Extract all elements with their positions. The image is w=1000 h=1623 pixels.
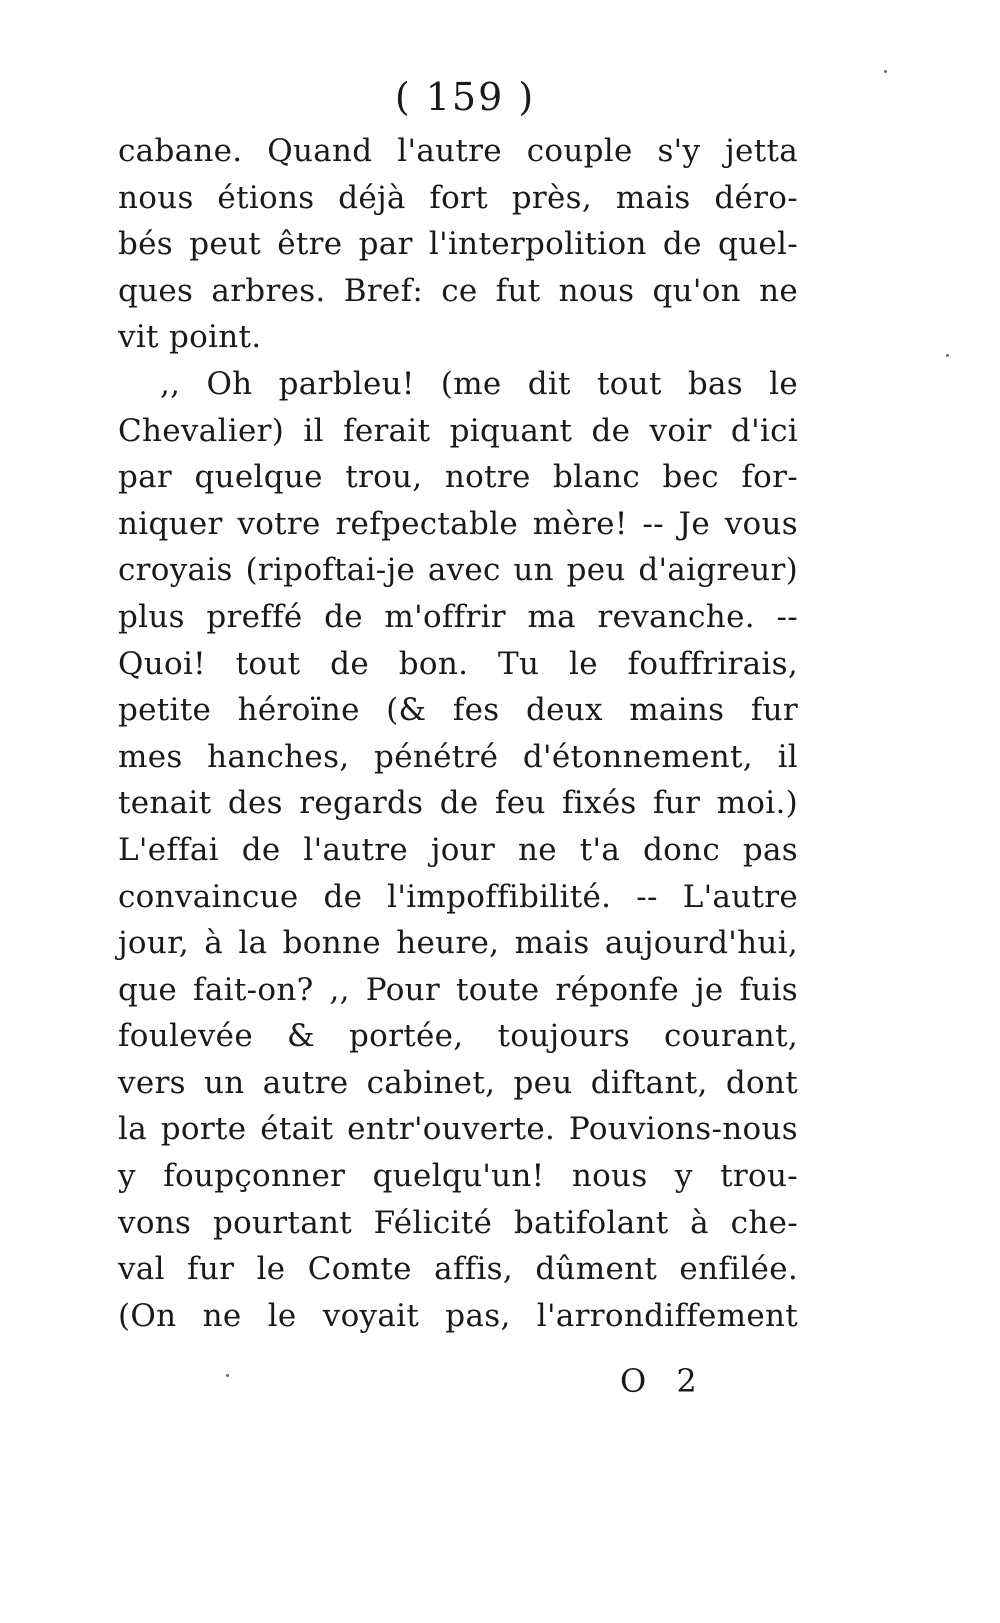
text-line: croyais (ripoftai-je avec un peu d'aigreur)	[118, 552, 798, 589]
text-line: Quoi! tout de bon. Tu le fouffrirais,	[118, 645, 798, 682]
text-line: cabane. Quand l'autre couple s'y jetta	[118, 133, 798, 169]
text-line: ,, Oh parbleu! (me dit tout bas le	[160, 365, 798, 402]
text-line: val fur le Comte affis, dûment enfilée.	[118, 1251, 798, 1288]
text-line: y foupçonner quelqu'un! nous y trou-	[118, 1158, 798, 1195]
text-line: nous étions déjà fort près, mais déro-	[118, 179, 798, 216]
text-line: par quelque trou, notre blanc bec for-	[118, 459, 798, 496]
text-line: bés peut être par l'interpolition de quel-	[118, 226, 798, 263]
text-line: petite héroïne (& fes deux mains fur	[118, 692, 798, 729]
text-line: mes hanches, pénétré d'étonnement, il	[118, 738, 798, 775]
text-line: vons pourtant Félicité batifolant à che-	[118, 1204, 798, 1241]
paper-speck	[226, 1374, 229, 1377]
page-number: ( 159 )	[394, 75, 536, 119]
paper-speck	[946, 354, 949, 357]
text-line: vers un autre cabinet, peu diftant, dont	[118, 1064, 798, 1101]
text-line: L'effai de l'autre jour ne t'a donc pas	[118, 831, 798, 868]
text-line: ques arbres. Bref: ce fut nous qu'on ne	[118, 272, 798, 309]
text-line: convaincue de l'impoffibilité. -- L'autre	[118, 878, 798, 915]
text-line: Chevalier) il ferait piquant de voir d'ici	[118, 412, 798, 449]
signature-mark: O 2	[620, 1362, 707, 1400]
text-line: que fait-on? ,, Pour toute réponfe je fuis	[118, 971, 798, 1008]
paper-speck	[884, 70, 887, 73]
body-text	[118, 128, 798, 1339]
text-line: niquer votre refpectable mère! -- Je vous	[118, 505, 798, 542]
text-line: tenait des regards de feu fixés fur moi.)	[118, 785, 798, 822]
text-line: plus preffé de m'offrir ma revanche. --	[118, 598, 798, 635]
text-line: foulevée & portée, toujours courant,	[118, 1018, 798, 1055]
text-line: jour, à la bonne heure, mais aujourd'hui,	[118, 925, 798, 962]
text-line: vit point.	[118, 319, 262, 356]
text-line: (On ne le voyait pas, l'arrondiffement	[118, 1297, 798, 1334]
text-line: la porte était entr'ouverte. Pouvions-nous	[118, 1111, 798, 1148]
